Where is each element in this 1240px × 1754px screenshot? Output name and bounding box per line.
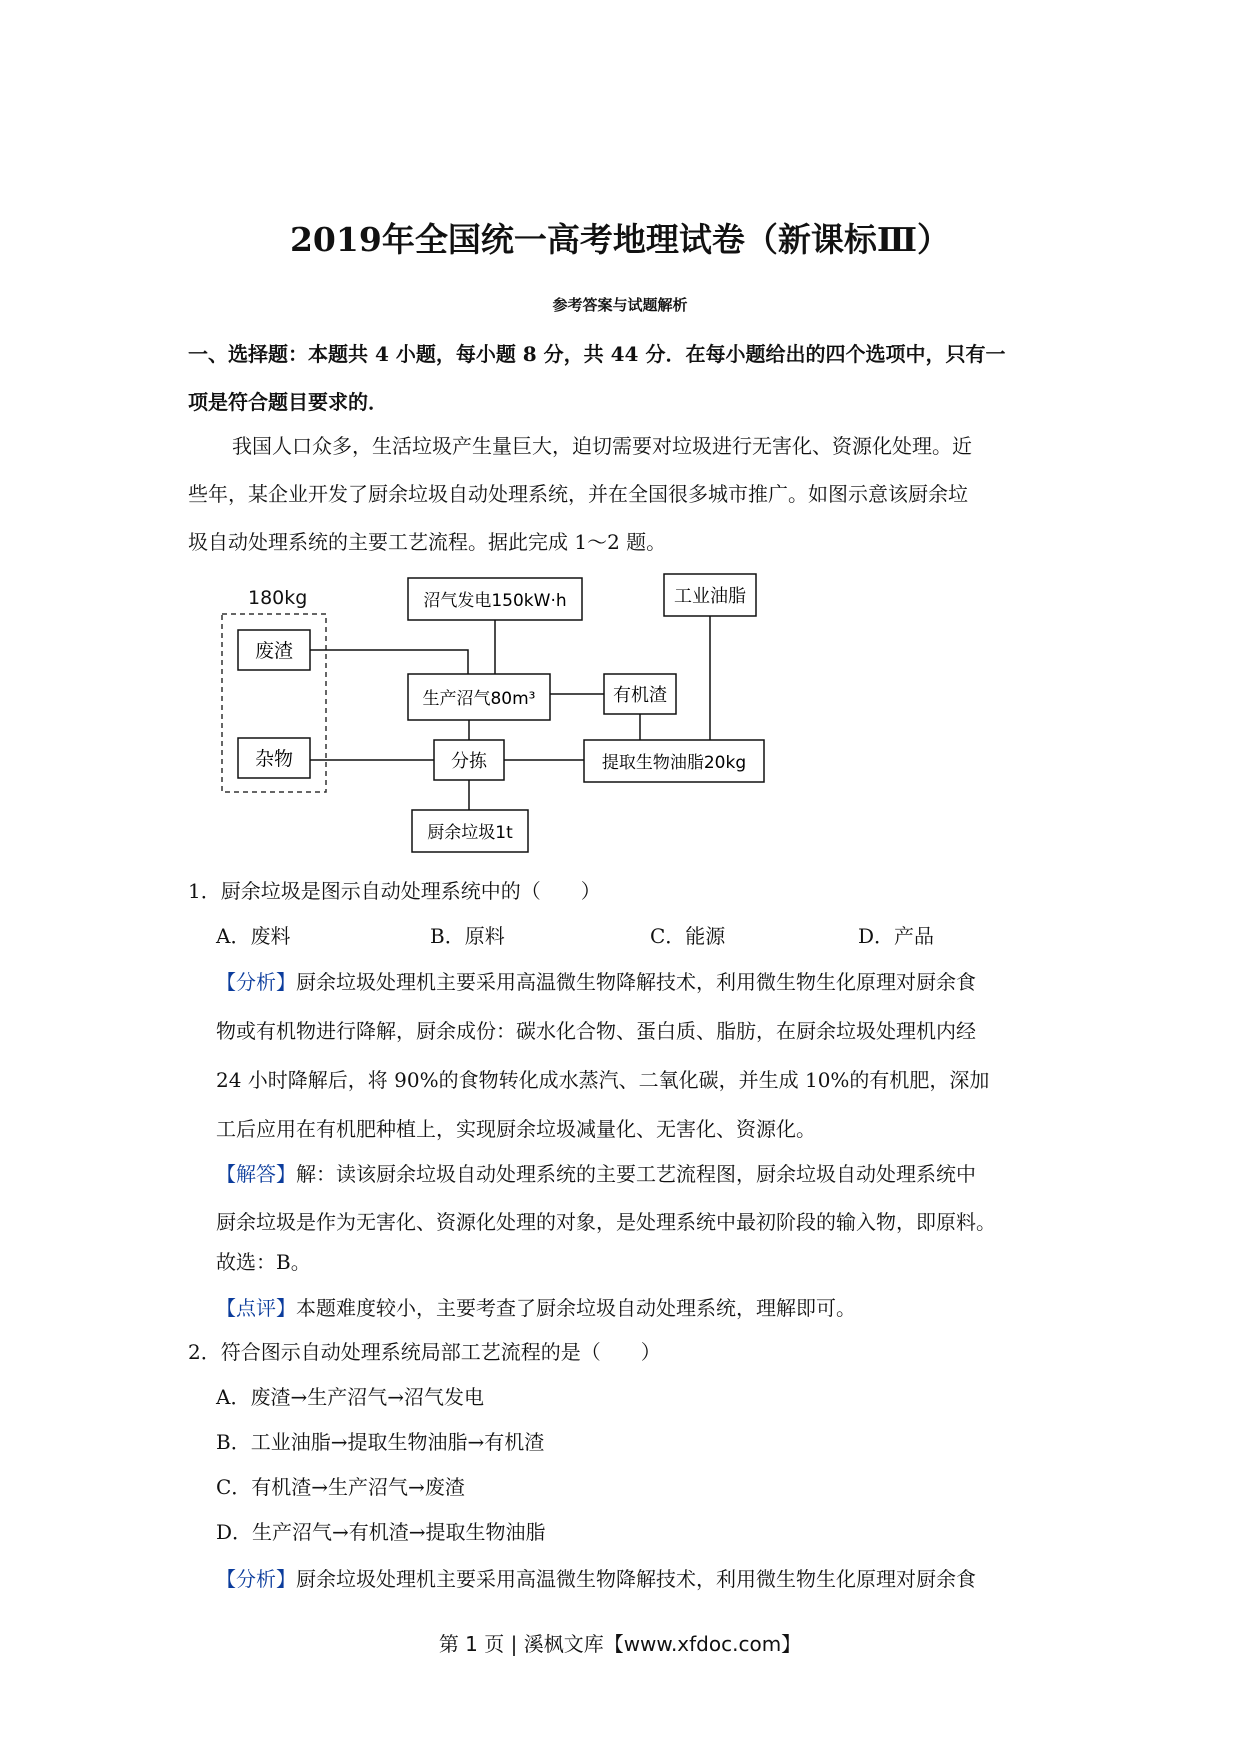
- analysis-tag: 分析: [236, 1567, 276, 1591]
- comment-text: 本题难度较小，主要考查了厨余垃圾自动处理系统，理解即可。: [296, 1296, 856, 1320]
- q1-answer-line: [216, 1158, 976, 1187]
- page-footer: 第 1 页 | 溪枫文库【www.xfdoc.com】: [438, 1632, 802, 1656]
- q2-option: B．工业油脂→提取生物油脂→有机渣: [216, 1430, 545, 1454]
- answer-text: 解：读该厨余垃圾自动处理系统的主要工艺流程图，厨余垃圾自动处理系统中: [296, 1162, 976, 1186]
- q2-option: D．生产沼气→有机渣→提取生物油脂: [216, 1520, 546, 1544]
- intro-line: 些年，某企业开发了厨余垃圾自动处理系统，并在全国很多城市推广。如图示意该厨余垃: [188, 482, 968, 506]
- q1-option: B．原料: [430, 924, 505, 948]
- tag-bracket-close: 】: [276, 970, 296, 994]
- organic-residue-label: 有机渣: [613, 685, 667, 706]
- box-extract-oil: [584, 740, 764, 782]
- tag-bracket-open: 【: [216, 1567, 236, 1591]
- q1-option: C．能源: [650, 924, 726, 948]
- tag-bracket-open: 【: [216, 1296, 236, 1320]
- sorting-label: 分拣: [451, 751, 487, 772]
- q1-answer-line: 故选：B。: [216, 1250, 311, 1274]
- produce-biogas-label: 生产沼气80m³: [422, 689, 536, 709]
- box-industrial-oil: [664, 574, 756, 616]
- box-sundries: [238, 738, 310, 778]
- q2-option: A．废渣→生产沼气→沼气发电: [216, 1385, 484, 1409]
- extract-oil-label: 提取生物油脂20kg: [601, 753, 747, 773]
- question-2-stem: 2．符合图示自动处理系统局部工艺流程的是（ ）: [188, 1340, 661, 1364]
- box-waste-residue: [238, 630, 310, 670]
- industrial-oil-label: 工业油脂: [674, 586, 746, 607]
- box-organic-residue: [604, 674, 676, 714]
- box-sorting: [434, 740, 504, 780]
- question-1-stem: 1．厨余垃圾是图示自动处理系统中的（ ）: [188, 879, 601, 903]
- q1-option: A．废料: [216, 924, 291, 948]
- box-kitchen-waste: [412, 810, 528, 852]
- kitchen-waste-label: 厨余垃圾1t: [427, 823, 513, 843]
- biogas-power-label: 沼气发电150kW·h: [423, 591, 567, 611]
- process-flow-diagram: [216, 570, 786, 860]
- comment-tag: 点评: [236, 1296, 276, 1320]
- analysis-tag: 分析: [236, 970, 276, 994]
- tag-bracket-close: 】: [276, 1162, 296, 1186]
- q1-analysis-line: 物或有机物进行降解，厨余成份：碳水化合物、蛋白质、脂肪，在厨余垃圾处理机内经: [216, 1019, 976, 1043]
- page-subtitle: 参考答案与试题解析: [552, 296, 688, 314]
- box-biogas-power: [408, 578, 582, 620]
- analysis-text: 厨余垃圾处理机主要采用高温微生物降解技术，利用微生物生化原理对厨余食: [296, 970, 976, 994]
- q1-answer-line: 厨余垃圾是作为无害化、资源化处理的对象，是处理系统中最初阶段的输入物，即原料。: [216, 1210, 996, 1234]
- section-heading-line1: 一、选择题：本题共 4 小题，每小题 8 分，共 44 分．在每小题给出的四个选项中，只有一: [188, 342, 1006, 366]
- box-produce-biogas: [408, 674, 550, 720]
- page-title: 2019年全国统一高考地理试卷（新课标Ⅲ）: [289, 220, 951, 259]
- q1-comment-line: [216, 1292, 856, 1321]
- q2-option: C．有机渣→生产沼气→废渣: [216, 1475, 465, 1499]
- weight-label: 180kg: [248, 587, 308, 609]
- q1-analysis-line: 工后应用在有机肥种植上，实现厨余垃圾减量化、无害化、资源化。: [216, 1117, 816, 1141]
- analysis-text: 厨余垃圾处理机主要采用高温微生物降解技术，利用微生物生化原理对厨余食: [296, 1567, 976, 1591]
- q1-option: D．产品: [858, 924, 935, 948]
- intro-line: 圾自动处理系统的主要工艺流程。据此完成 1～2 题。: [188, 530, 667, 554]
- waste-residue-label: 废渣: [254, 640, 294, 662]
- tag-bracket-open: 【: [216, 1162, 236, 1186]
- tag-bracket-open: 【: [216, 970, 236, 994]
- q1-analysis-line: [216, 966, 976, 995]
- section-heading-line2: 项是符合题目要求的．: [188, 390, 388, 414]
- intro-line: 我国人口众多，生活垃圾产生量巨大，迫切需要对垃圾进行无害化、资源化处理。近: [232, 434, 972, 458]
- q1-analysis-line: 24 小时降解后，将 90%的食物转化成水蒸汽、二氧化碳，并生成 10%的有机肥，深加: [216, 1068, 990, 1092]
- q2-analysis-line: [216, 1563, 976, 1592]
- tag-bracket-close: 】: [276, 1567, 296, 1591]
- tag-bracket-close: 】: [276, 1296, 296, 1320]
- sundries-label: 杂物: [254, 748, 294, 770]
- answer-tag: 解答: [236, 1162, 276, 1186]
